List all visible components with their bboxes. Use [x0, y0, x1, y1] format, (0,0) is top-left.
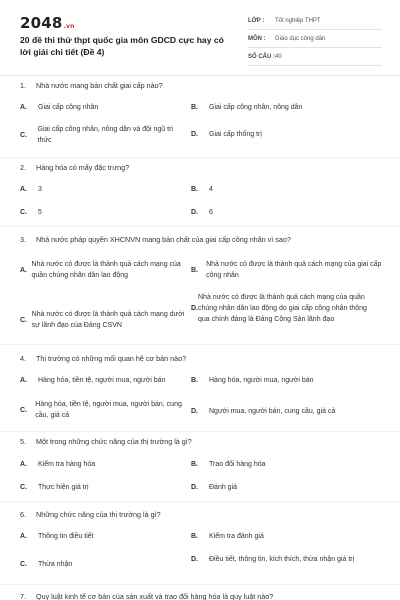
option-b[interactable]: B. Giai cấp công nhân, nông dân: [191, 104, 303, 111]
option-a[interactable]: A. Nhà nước có được là thành quả cách mạng của quần chúng nhân dân lao động: [20, 261, 181, 279]
option-group: [20, 247, 382, 357]
question-divider: [0, 431, 400, 432]
logo-suffix: .vn: [63, 23, 75, 30]
option-c[interactable]: C. Hàng hóa, tiền tệ, người mua, người bán, cung cầu, giá cả: [20, 401, 182, 419]
question-text: 6. Những chức năng của thị trường là gì?: [20, 510, 161, 519]
option-b[interactable]: B. Nhà nước có được là thành quả cách mạng của giai cấp công nhân: [191, 261, 382, 279]
option-group: [20, 366, 382, 432]
option-a[interactable]: A. Hàng hóa, tiền tệ, người mua, người bán: [20, 377, 166, 384]
question-divider: [0, 501, 400, 502]
option-c[interactable]: C. Giai cấp công nhân, nông dân và đội ngũ tri thức: [20, 126, 173, 144]
exam-meta: [248, 12, 382, 66]
question-item: [20, 233, 382, 357]
option-d[interactable]: D. Người mua, người bán, cung cầu, giá cả: [191, 408, 336, 415]
question-text: 7. Quy luật kinh tế cơ bản của sản xuất và trao đổi hàng hóa là quy luật nào?: [20, 592, 274, 600]
option-c[interactable]: C. Thực hiện giá trị: [20, 484, 89, 491]
question-item: [20, 435, 382, 499]
option-d[interactable]: D. Đánh giá: [191, 484, 238, 491]
option-b[interactable]: B. Kiểm tra đánh giá: [191, 533, 264, 540]
option-group: [20, 93, 382, 151]
question-text: 5. Một trong những chức năng của thị trường là gì?: [20, 437, 192, 446]
question-item: [20, 508, 382, 582]
option-d[interactable]: D. Giai cấp thống trị: [191, 131, 262, 138]
question-item: [20, 161, 382, 225]
option-group: [20, 449, 382, 499]
option-group: [20, 522, 382, 582]
option-a[interactable]: A. Giai cấp công nhân: [20, 104, 99, 111]
option-group: [20, 175, 382, 225]
meta-row-count: [248, 48, 382, 66]
question-divider: [0, 344, 400, 345]
meta-row-class: [248, 12, 382, 30]
option-a[interactable]: A. Kiểm tra hàng hóa: [20, 461, 96, 468]
meta-row-subject: [248, 30, 382, 48]
site-logo[interactable]: [20, 14, 75, 32]
option-d[interactable]: D. Điều tiết, thông tin, kích thích, thừa nhận giá trị: [191, 556, 355, 563]
page-title: 20 đề thi thử thpt quốc gia môn GDCD cực hay có lời giải chi tiết (Đề 4): [20, 35, 224, 57]
option-b[interactable]: B. Hàng hóa, người mua, người bán: [191, 377, 314, 384]
question-divider: [0, 157, 400, 158]
option-c[interactable]: C. Thừa nhận: [20, 561, 73, 568]
question-item: [20, 352, 382, 432]
option-c[interactable]: C. 5: [20, 209, 42, 216]
question-divider: [0, 226, 400, 227]
logo-main: 2048: [20, 14, 63, 32]
meta-label: SỐ CÂU :: [248, 53, 275, 60]
option-d[interactable]: D. 6: [191, 209, 213, 216]
option-a[interactable]: A. 3: [20, 186, 42, 193]
header-divider: [0, 75, 400, 76]
option-b[interactable]: B. Trao đổi hàng hóa: [191, 461, 266, 468]
option-b[interactable]: B. 4: [191, 186, 213, 193]
meta-label: LỚP :: [248, 17, 265, 24]
meta-label: MÔN :: [248, 35, 266, 42]
question-text: 3. Nhà nước pháp quyền XHCNVN mang bản chất của giai cấp công nhân vì sao?: [20, 235, 291, 244]
meta-value: Tốt nghiệp THPT: [275, 17, 321, 24]
document-header: [20, 12, 382, 72]
question-text: 4. Thị trường có những mối quan hệ cơ bản nào?: [20, 354, 187, 363]
option-a[interactable]: A. Thông tin điều tiết: [20, 533, 94, 540]
question-item: [20, 590, 382, 600]
option-d[interactable]: D. Nhà nước có được là thành quả cách mạng của quần chúng nhân dân lao động do giai cấp công nhân thông qua chính đảng là Đảng Cộng Sản lãnh đạo: [191, 294, 367, 323]
meta-value: Giáo dục công dân: [275, 35, 326, 42]
meta-value: 40: [275, 53, 282, 60]
question-text: 2. Hàng hóa có mấy đặc trưng?: [20, 163, 130, 172]
question-item: [20, 79, 382, 151]
option-c[interactable]: C. Nhà nước có được là thành quả cách mạng dưới sự lãnh đạo của Đảng CSVN: [20, 311, 185, 329]
question-divider: [0, 584, 400, 585]
question-text: 1. Nhà nước mang bản chất giai cấp nào?: [20, 81, 163, 90]
